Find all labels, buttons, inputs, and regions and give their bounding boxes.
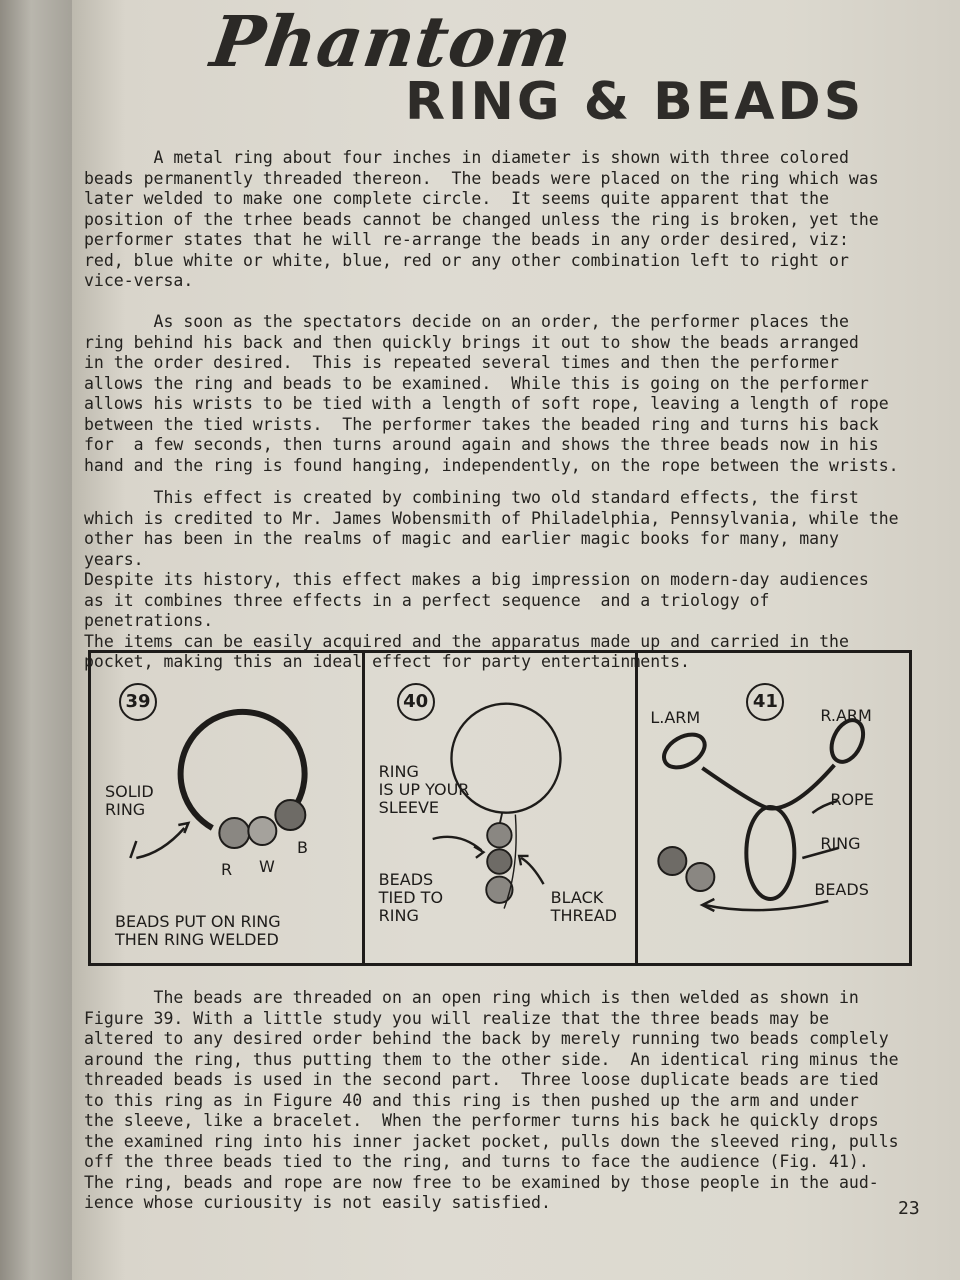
fig40-bead-3 [486,877,512,903]
fig40-number: 40 [397,683,435,721]
paragraph-1: A metal ring about four inches in diameter is shown with three colored beads permanently threaded thereon. The beads were placed on the ring which was later welded to make one complete circle. It seems quite apparent that the position of the trhee beads cannot be changed unless the ring is broken, yet the performer states that he will re-arrange the beads in any order desired, viz: red, blue white or white, blue, red or any other combination left to right or vice-versa. [84,148,879,290]
fig41-r-arm-label: R.ARM [820,706,872,725]
fig41-number: 41 [746,683,784,721]
fig41-rope-label: ROPE [830,790,874,809]
fig39-bead-b [275,800,305,830]
fig41-left-loop [659,728,711,774]
paragraph-2: As soon as the spectators decide on an order, the performer places the ring behind his back and then quickly brings it out to show the beads arranged in the order desired. This is repeated several times and then the performer allows the ring and beads to be examined. While this is going on the performer allows his wrists to be tied with a length of soft rope, leaving a length of rope between the tied wrists. The performer takes the beaded ring and turns his back for a few seconds, then turns around again and shows the three beads now in his hand and the ring is found hanging, independently, on the rope between the wrists. [84,312,899,475]
title-script: Phantom [206,0,578,83]
fig39-bead-r [219,818,249,848]
fig39-solid-ring-label: SOLID RING [105,782,154,819]
fig39-number: 39 [119,683,157,721]
fig41-bead-1 [659,847,687,875]
figure-39 [91,653,362,963]
fig41-beads-label: BEADS [814,880,869,899]
fig39-bead-w-label: W [259,857,275,876]
fig39-bead-b-label: B [297,838,308,857]
paragraph-3: This effect is created by combining two old standard effects, the first which is credited to Mr. James Wobensmith of Philadelphia, Pennsylvania, while the other has been in the realms of magic and earlier magic books for many, many years. Despite its history, this effect makes a big impression on modern-day audiences as it combines three effects in a perfect sequence and a triology of penetrations. The items can be easily acquired and the apparatus made up and carried in the pocket, making this an ideal effect for party entertainments. [84,488,899,671]
fig40-beads-label: BEADS TIED TO RING [378,870,444,925]
paragraph-4: The beads are threaded on an open ring which is then welded as shown in Figure 39. With a little study you will realize that the three beads may be altered to any desired order behind the back by merely running two beads complely around the ring, thus putting them to the other side. An identical ring minus the threaded beads is used in the second part. Three loose duplicate beads are tied to this ring as in Figure 40 and this ring is then pushed up the arm and under the sleeve, like a bracelet. When the performer turns his back he quickly drops the examined ring into his inner jacket pocket, pulls down the sleeved ring, pulls off the three beads tied to the ring, and turns to face the audience (Fig. 41). The ring, beads and rope are now free to be examined by those people in the aud- ience whose curiousity is not easily satisfied. [84,988,899,1212]
fig40-bead-2 [487,849,511,873]
facing-page-edge [0,0,78,1280]
fig41-bead-2 [687,863,715,891]
figure-41 [635,653,909,963]
fig39-bead-r-label: R [221,860,233,879]
fig40-ring-label: RING IS UP YOUR SLEEVE [378,762,470,817]
fig41-ring [747,807,795,899]
fig41-rope [703,765,835,808]
title-main: RING & BEADS [405,72,865,132]
fig39-bead-w [248,817,276,845]
figure-40 [362,653,636,963]
fig40-bead-1 [487,823,511,847]
figure-strip [88,650,912,966]
book-page [72,0,960,1280]
fig41-l-arm-label: L.ARM [650,708,701,727]
fig41-ring-label: RING [820,834,861,853]
page-number: 23 [898,1198,920,1219]
fig39-arrow [130,828,184,858]
fig39-caption: BEADS PUT ON RING THEN RING WELDED [115,912,281,949]
fig40-thread-label: BLACK THREAD [550,888,617,925]
